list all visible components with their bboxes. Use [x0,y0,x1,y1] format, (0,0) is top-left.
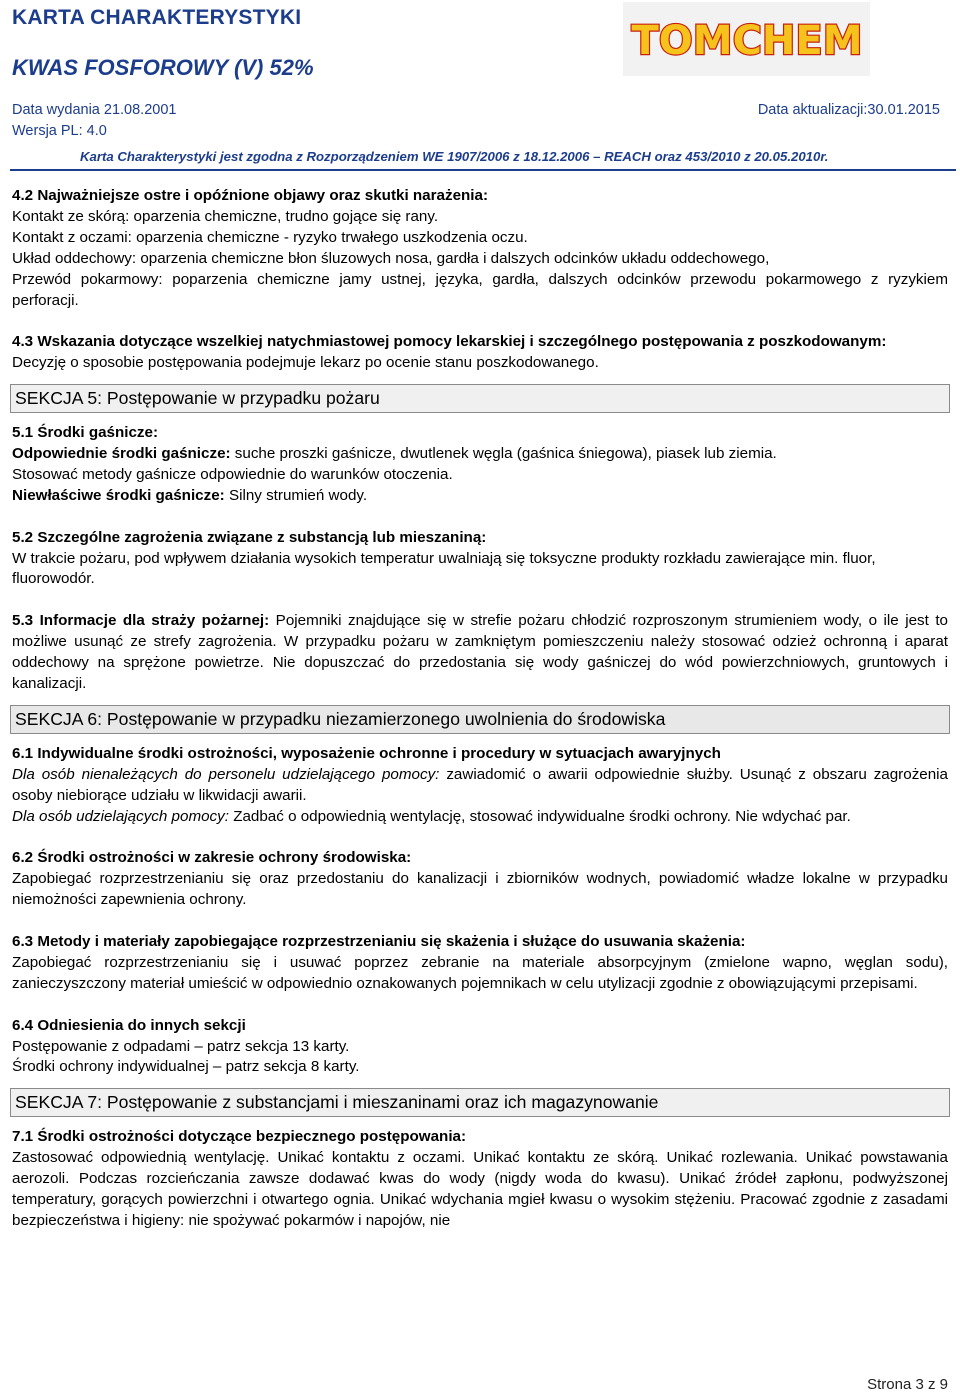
document-body [12,186,948,1232]
s5-1-heading: 5.1 Środki gaśnicze: [12,424,159,442]
s4-2-line: Przewód pokarmowy: poparzenia chemiczne jamy ustnej, języka, gardła, dalszych odcinków przewodu pokarmowego z ryzykiem perforacji. [12,270,948,309]
s5-1-unsuitable [12,486,948,507]
s6-1-p2-label: Dla osób udzielających pomocy: [12,807,229,825]
s4-2-line: Kontakt z oczami: oparzenia chemiczne - ryzyko trwałego uszkodzenia oczu. [12,228,528,246]
regulation-note: Karta Charakterystyki jest zgodna z Rozporządzeniem WE 1907/2006 z 18.12.2006 – REACH oraz 453/2010 z 20.05.2010r. [80,149,829,164]
page-number: Strona 3 z 9 [867,1376,948,1393]
s5-1-suitable-label: Odpowiednie środki gaśnicze: [12,445,231,463]
s6-4-line: Środki ochrony indywidualnej – patrz sekcja 8 karty. [12,1058,360,1076]
s6-4-heading: 6.4 Odniesienia do innych sekcji [12,1016,246,1034]
s6-1-p1 [12,765,948,807]
s4-2-heading: 4.2 Najważniejsze ostre i opóźnione objawy oraz skutki narażenia: [12,187,489,204]
s5-1-unsuitable-label: Niewłaściwe środki gaśnicze: [12,486,225,504]
s6-1-p1-label: Dla osób nienależących do personelu udzielającego pomocy: [12,765,440,783]
s6-3-text: Zapobiegać rozprzestrzenianiu się i usuwać poprzez zebranie na materiale absorpcyjnym (zmielone wapno, węglan sodu), zanieczyszczony materiał umieścić w odpowiednio oznakowanych pojemnikach w celu utylizacji zgodnie z obowiązującymi przepisami. [12,953,948,992]
s5-1-unsuitable-text: Silny strumień wody. [224,486,368,504]
s5-3-text: Pojemniki znajdujące się w strefie pożaru chłodzić rozproszonym strumieniem wody, o ile jest to możliwe usunąć ze strefy zagrożenia. W przypadku pożaru w zamkniętym pomieszczeniu należy stosować odzież ochronną i aparat oddechowy na sprężone powietrze. Nie dopuszczać do przedostania się wody gaśniczej do wód powierzchniowych, gruntowych i kanalizacji. [12,612,948,692]
s5-3-paragraph [12,611,948,695]
s6-1-p1-text: zawiadomić o awarii odpowiednie służby. Usunąć z obszaru zagrożenia osoby niebiorące udziału w likwidacji awarii. [12,765,948,804]
tomchem-logo [623,2,870,76]
s5-1-suitable-text: suche proszki gaśnicze, dwutlenek węgla (gaśnica śniegowa), piasek lub ziemia. [230,445,777,463]
update-date: Data aktualizacji:30.01.2015 [757,102,940,118]
s7-1-heading: 7.1 Środki ostrożności dotyczące bezpiecznego postępowania: [12,1128,467,1146]
s4-3-text: Decyzję o sposobie postępowania podejmuje lekarz po ocenie stanu poszkodowanego. [12,354,599,372]
s6-3-heading: 6.3 Metody i materiały zapobiegające rozprzestrzenianiu się skażenia i służące do usuwania skażenia: [12,933,746,951]
s5-3-label: 5.3 Informacje dla straży pożarnej: [12,612,270,630]
s6-1-p2 [12,807,948,828]
s5-2-text: W trakcie pożaru, pod wpływem działania wysokich temperatur uwalniają się toksyczne produkty rozkładu zawierające min. fluor, fluorowodór. [12,549,876,588]
s5-1-line: Stosować metody gaśnicze odpowiednie do warunków otoczenia. [12,465,453,483]
s4-3-heading: 4.3 Wskazania dotyczące wszelkiej natychmiastowej pomocy lekarskiej i szczególnego postępowania z poszkodowanym: [12,333,887,351]
issue-date: Data wydania 21.08.2001 [12,102,177,118]
s6-2-heading: 6.2 Środki ostrożności w zakresie ochrony środowiska: [12,849,412,867]
s6-1-heading: 6.1 Indywidualne środki ostrożności, wyposażenie ochronne i procedury w sytuacjach awaryjnych [12,744,721,762]
s6-1-p2-text: Zadbać o odpowiednią wentylację, stosować indywidualne środki ochrony. Nie wdychać par. [228,807,851,825]
header-divider [10,169,956,171]
s4-2-line: Układ oddechowy: oparzenia chemiczne błon śluzowych nosa, gardła i dalszych odcinków układu oddechowego, [12,249,770,267]
section-5-title: SEKCJA 5: Postępowanie w przypadku pożaru [10,384,950,413]
s5-1-suitable [12,444,948,465]
document-title: KARTA CHARAKTERYSTYKI [12,6,302,29]
logo-text: TOMCHEM [631,18,863,64]
section-7-title: SEKCJA 7: Postępowanie z substancjami i mieszaninami oraz ich magazynowanie [10,1088,950,1117]
s4-2-line: Kontakt ze skórą: oparzenia chemiczne, trudno gojące się rany. [12,207,439,225]
s6-4-line: Postępowanie z odpadami – patrz sekcja 13 karty. [12,1037,350,1055]
s7-1-text: Zastosować odpowiednią wentylację. Unikać kontaktu z oczami. Unikać kontaktu ze skórą. Unikać rozlewania. Unikać powstawania aerozoli. Podczas rozcieńczania zawsze dodawać kwas do wody (nigdy woda do kwasu). Unikać źródeł zapłonu, podwyższonej temperatury, gorących powierzchni i otwartego ognia. Unikać wdychania mgieł kwasu o wysokim stężeniu. Pracować zgodnie z zasadami bezpieczeństwa i higieny: nie spożywać pokarmów i napojów, nie [12,1149,948,1229]
section-6-title: SEKCJA 6: Postępowanie w przypadku niezamierzonego uwolnienia do środowiska [10,705,950,734]
s5-2-heading: 5.2 Szczególne zagrożenia związane z substancją lub mieszaniną: [12,528,487,546]
version: Wersja PL: 4.0 [12,123,107,139]
product-name: KWAS FOSFOROWY (V) 52% [12,55,314,80]
s6-2-text: Zapobiegać rozprzestrzenianiu się oraz przedostaniu do kanalizacji i zbiorników wodnych, powiadomić władze lokalne w przypadku niemożności zapewnienia ochrony. [12,870,948,909]
